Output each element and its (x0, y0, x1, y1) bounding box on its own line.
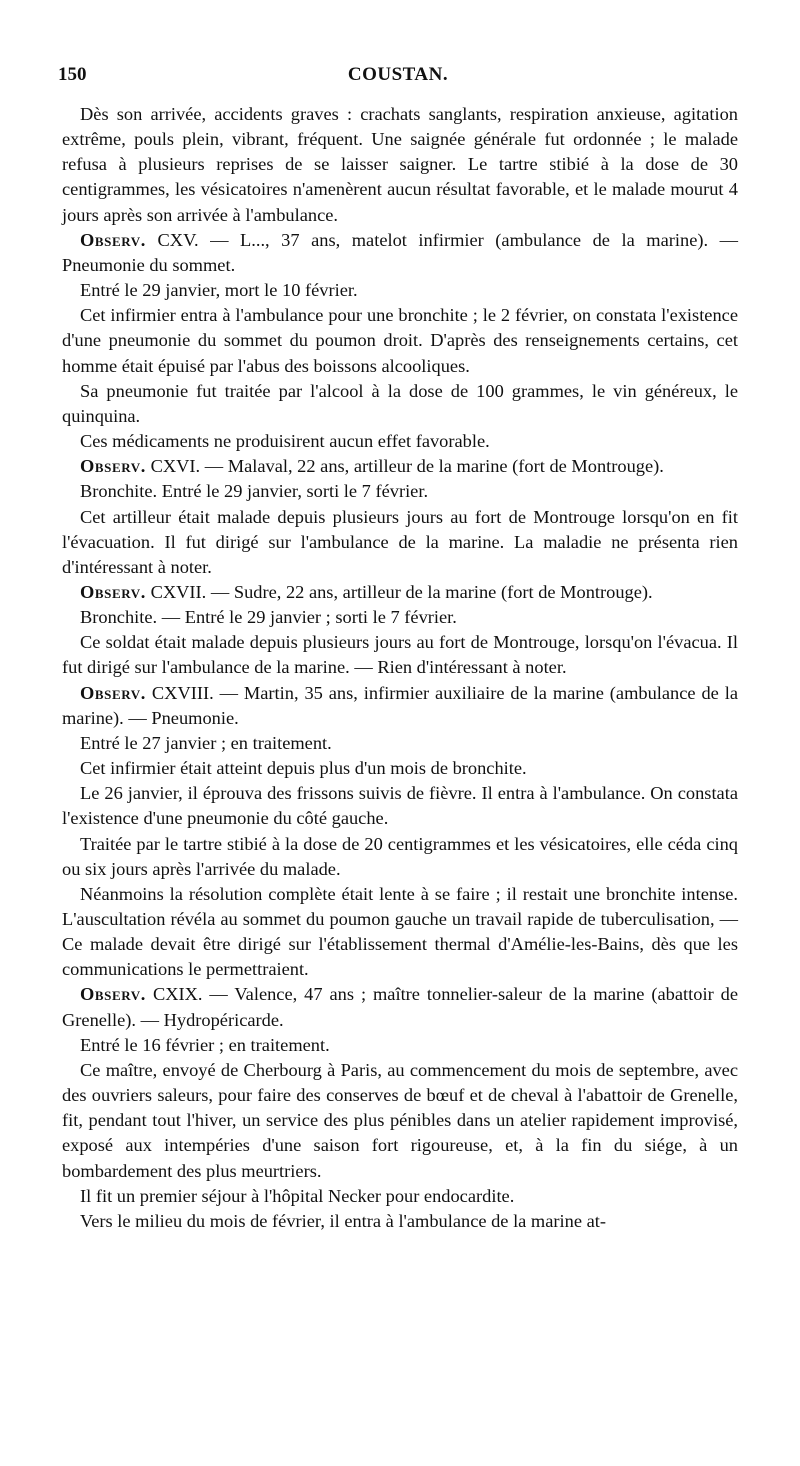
paragraph-text: CXV. — L..., 37 ans, matelot infirmier (ambulance de la marine). — Pneumonie du sommet. (62, 229, 738, 275)
observation-label: Observ. (80, 581, 146, 602)
paragraph (62, 1058, 738, 1184)
paragraph (62, 605, 738, 630)
paragraph-text: Entré le 29 janvier, mort le 10 février. (80, 280, 358, 301)
observation-heading (62, 681, 738, 731)
paragraph (62, 832, 738, 882)
paragraph-text: Sa pneumonie fut traitée par l'alcool à la dose de 100 grammes, le vin généreux, le quinquina. (62, 380, 738, 426)
paragraph (62, 278, 738, 303)
paragraph (62, 1209, 738, 1234)
observation-heading (62, 228, 738, 278)
paragraph (62, 1033, 738, 1058)
observation-heading (62, 454, 738, 479)
paragraph (62, 102, 738, 228)
paragraph-text: Ces médicaments ne produisirent aucun effet favorable. (80, 431, 490, 452)
page-number: 150 (58, 64, 87, 85)
body-text (62, 102, 738, 1234)
paragraph-text: CXIX. — Valence, 47 ans ; maître tonnelier-saleur de la marine (abattoir de Grenelle). — Hydropéricarde. (62, 984, 738, 1030)
running-title: COUSTAN. (347, 64, 449, 85)
paragraph-text: CXVIII. — Martin, 35 ans, infirmier auxiliaire de la marine (ambulance de la marine). — Pneumonie. (62, 682, 738, 728)
paragraph (62, 781, 738, 831)
paragraph-text: Le 26 janvier, il éprouva des frissons suivis de fièvre. Il entra à l'ambulance. On constata l'existence d'une pneumonie du côté gauche. (62, 783, 738, 829)
paragraph-text: Ce soldat était malade depuis plusieurs jours au fort de Montrouge, lorsqu'on l'évacua. Il fut dirigé sur l'ambulance de la marine. — Rien d'intéressant à noter. (62, 632, 738, 678)
paragraph-text: Néanmoins la résolution complète était lente à se faire ; il restait une bronchite intense. L'auscultation révéla au sommet du poumon gauche un travail rapide de tuberculisation, — Ce malade devait être dirigé sur l'établissement thermal d'Amélie-les-Bains, dès que les communications le permettraient. (62, 883, 738, 980)
paragraph-text: Dès son arrivée, accidents graves : crachats sanglants, respiration anxieuse, agitation extrême, pouls plein, vibrant, fréquent. Une saignée générale fut ordonnée ; le malade refusa à plusieurs reprises de se laisser saigner. Le tartre stibié à la dose de 30 centigrammes, les vésicatoires n'amenèrent aucun résultat favorable, et le malade mourut 4 jours après son arrivée à l'ambulance. (62, 104, 738, 225)
paragraph-text: Cet artilleur était malade depuis plusieurs jours au fort de Montrouge lorsqu'on en fit l'évacuation. Il fut dirigé sur l'ambulance de la marine. La maladie ne présenta rien d'intéressant à noter. (62, 506, 738, 577)
paragraph-text: Cet infirmier entra à l'ambulance pour une bronchite ; le 2 février, on constata l'existence d'une pneumonie du sommet du poumon droit. D'après des renseignements certains, cet homme était épuisé par l'abus des boissons alcooliques. (62, 305, 738, 376)
paragraph-text: CXVII. — Sudre, 22 ans, artilleur de la marine (fort de Montrouge). (146, 581, 653, 602)
paragraph-text: Entré le 27 janvier ; en traitement. (80, 732, 332, 753)
observation-label: Observ. (80, 682, 146, 703)
paragraph (62, 630, 738, 680)
paragraph (62, 379, 738, 429)
paragraph-text: Il fit un premier séjour à l'hôpital Necker pour endocardite. (80, 1185, 515, 1206)
observation-heading (62, 982, 738, 1032)
paragraph-text: Traitée par le tartre stibié à la dose de 20 centigrammes et les vésicatoires, elle céda cinq ou six jours après l'arrivée du malade. (62, 833, 738, 879)
paragraph (62, 756, 738, 781)
paragraph (62, 303, 738, 378)
paragraph-text: Vers le milieu du mois de février, il entra à l'ambulance de la marine at- (80, 1210, 606, 1231)
observation-label: Observ. (80, 456, 146, 477)
paragraph-text: Entré le 16 février ; en traitement. (80, 1034, 330, 1055)
paragraph (62, 505, 738, 580)
paragraph-text: Cet infirmier était atteint depuis plus d'un mois de bronchite. (80, 758, 527, 779)
paragraph-text: Ce maître, envoyé de Cherbourg à Paris, au commencement du mois de septembre, avec des ouvriers saleurs, pour faire des conserves de bœuf et de cheval à l'abattoir de Grenelle, fit, pendant tout l'hiver, un service des plus pénibles dans un atelier rapidement improvisé, exposé aux intempéries d'une saison fort rigoureuse, et, à la fin du siége, à un bombardement des plus meurtriers. (62, 1059, 738, 1181)
observation-heading (62, 580, 738, 605)
paragraph-text: CXVI. — Malaval, 22 ans, artilleur de la marine (fort de Montrouge). (146, 456, 664, 477)
paragraph (62, 429, 738, 454)
paragraph (62, 731, 738, 756)
paragraph (62, 1184, 738, 1209)
page-header (58, 64, 738, 94)
observation-label: Observ. (80, 984, 146, 1005)
paragraph (62, 882, 738, 983)
paragraph-text: Bronchite. — Entré le 29 janvier ; sorti le 7 février. (80, 607, 457, 628)
paragraph-text: Bronchite. Entré le 29 janvier, sorti le 7 février. (80, 481, 429, 502)
observation-label: Observ. (80, 229, 146, 250)
paragraph (62, 479, 738, 504)
